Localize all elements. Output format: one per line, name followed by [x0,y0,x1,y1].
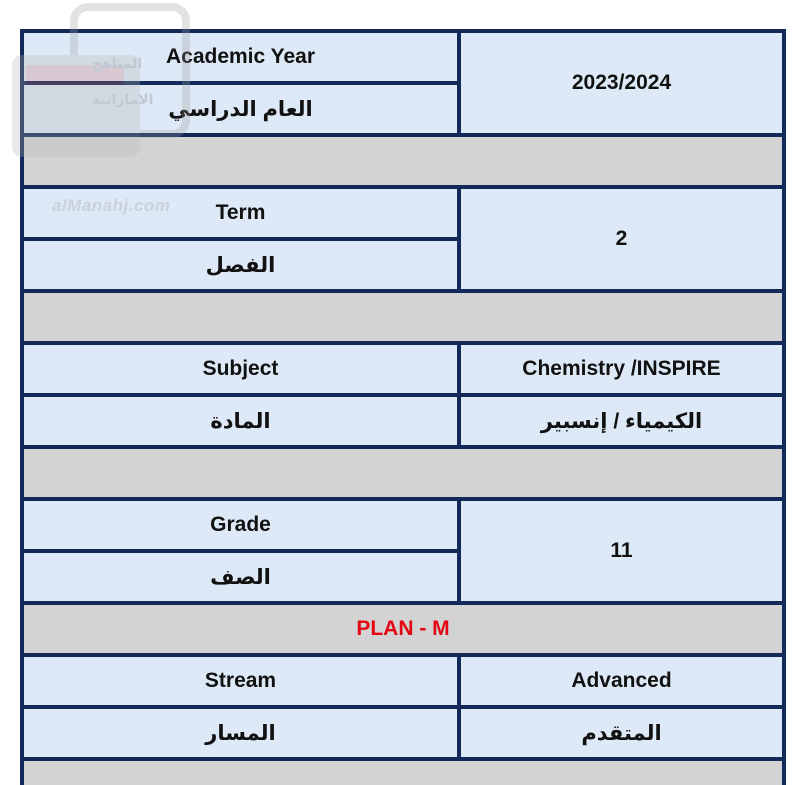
separator-row [24,761,782,785]
term-label-en: Term [24,189,457,237]
subject-label-en: Subject [24,345,457,393]
stream-value-ar: المتقدم [461,709,782,757]
info-table [20,29,786,785]
stream-label-ar: المسار [24,709,457,757]
watermark-site: alManahj.com [52,196,171,215]
term-value: 2 [461,189,782,289]
academic-year-value: 2023/2024 [461,33,782,133]
grade-value: 11 [461,501,782,601]
academic-year-label-en: Academic Year [24,33,457,81]
plan-row: PLAN - M [24,605,782,653]
stream-label-en: Stream [24,657,457,705]
grade-label-ar: الصف [24,553,457,601]
separator-row [24,293,782,341]
subject-value-en: Chemistry /INSPIRE [461,345,782,393]
subject-label-ar: المادة [24,397,457,445]
separator-row [24,449,782,497]
grade-label-en: Grade [24,501,457,549]
watermark-text-1: المناهج [92,55,143,71]
separator-row [24,137,782,185]
watermark-text-2: الاماراتية [92,91,154,107]
subject-value-ar: الكيمياء / إنسبير [461,397,782,445]
stream-value-en: Advanced [461,657,782,705]
academic-year-label-ar: العام الدراسي [24,85,457,133]
term-label-ar: الفصل [24,241,457,289]
